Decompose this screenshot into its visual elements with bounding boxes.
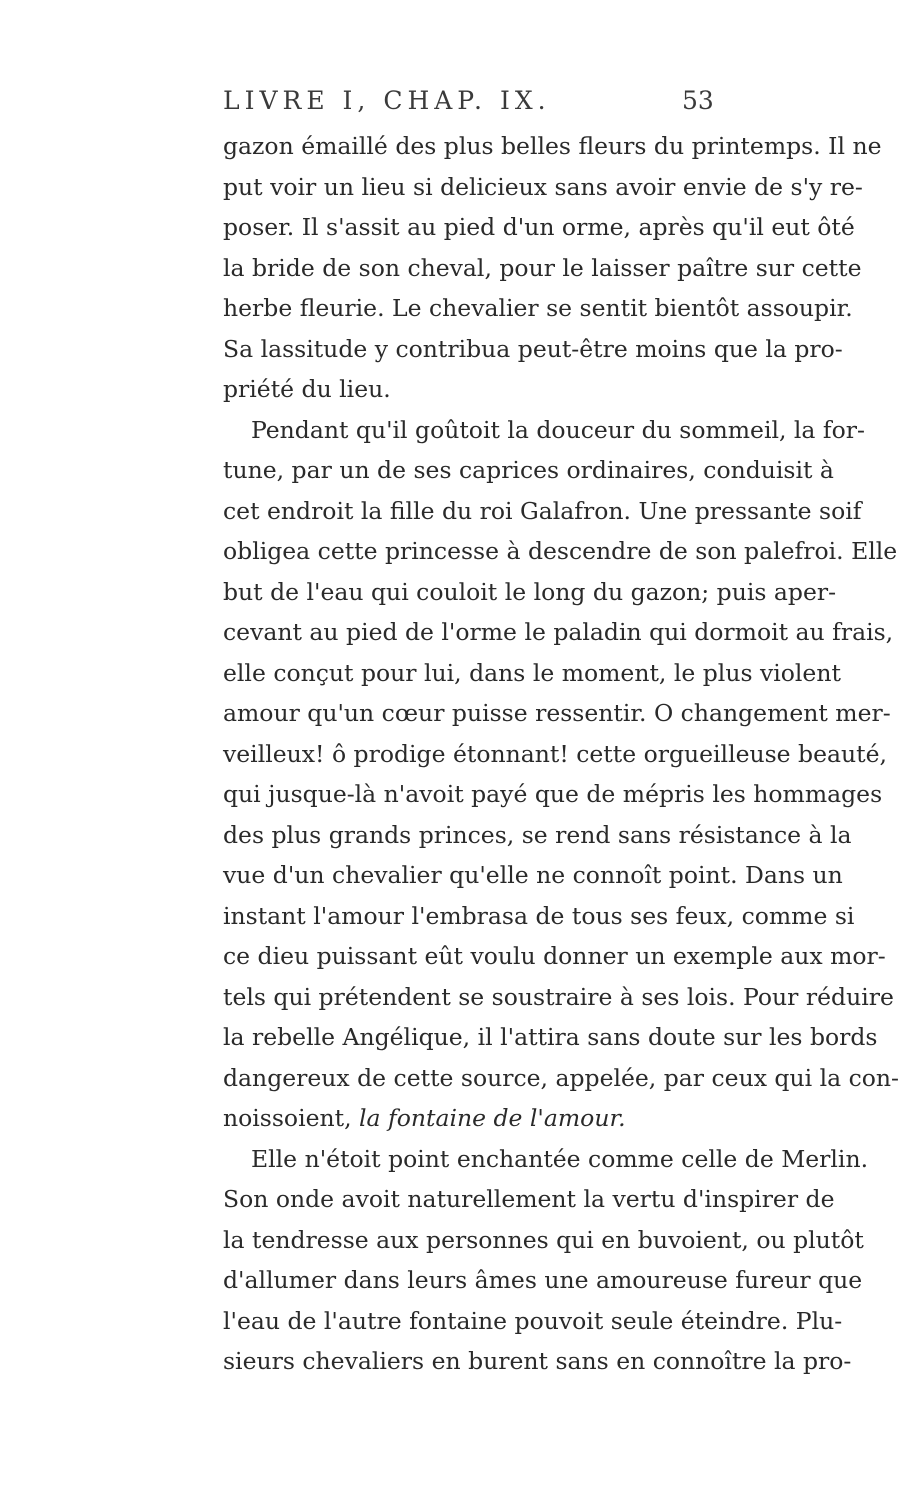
text-line: poser. Il s'assit au pied d'un orme, après qu'il eut ôté	[223, 213, 855, 241]
running-head	[0, 86, 800, 118]
paragraph-start: Elle n'étoit point enchantée comme celle de Merlin.	[251, 1144, 869, 1173]
text-line: l'eau de l'autre fontaine pouvoit seule éteindre. Plu-	[223, 1306, 843, 1335]
text-line: tels qui prétendent se soustraire à ses lois. Pour réduire	[223, 982, 894, 1011]
italic-title: la fontaine de l'amour.	[359, 1104, 626, 1132]
text-line: vue d'un chevalier qu'elle ne connoît point. Dans un	[223, 861, 843, 889]
text-line: la bride de son cheval, pour le laisser paître sur cette	[223, 253, 862, 282]
text-line: herbe fleurie. Le chevalier se sentit bientôt assoupir.	[223, 294, 853, 322]
text-line: veilleux! ô prodige étonnant! cette orgueilleuse beauté,	[223, 739, 887, 768]
text-line: sieurs chevaliers en burent sans en connoître la pro-	[223, 1347, 852, 1375]
text-line: dangereux de cette source, appelée, par ceux qui la con-	[223, 1063, 899, 1092]
paragraph-start: Pendant qu'il goûtoit la douceur du sommeil, la for-	[251, 415, 865, 444]
text-fragment: noissoient,	[223, 1104, 352, 1132]
running-title: LIVRE I, CHAP. IX.	[223, 86, 551, 115]
text-line: des plus grands princes, se rend sans résistance à la	[223, 820, 852, 849]
text-line: priété du lieu.	[223, 375, 391, 403]
text-line: Sa lassitude y contribua peut-être moins que la pro-	[223, 334, 843, 363]
text-line: ce dieu puissant eût voulu donner un exemple aux mor-	[223, 942, 886, 970]
text-line: la tendresse aux personnes qui en buvoient, ou plutôt	[223, 1225, 864, 1254]
text-line: but de l'eau qui couloit le long du gazon; puis aper-	[223, 577, 837, 606]
text-line: gazon émaillé des plus belles fleurs du printemps. Il ne	[223, 132, 882, 160]
text-line: put voir un lieu si delicieux sans avoir envie de s'y re-	[223, 172, 863, 201]
text-line	[223, 1098, 703, 1139]
text-line: amour qu'un cœur puisse ressentir. O changement mer-	[223, 699, 891, 727]
text-line: la rebelle Angélique, il l'attira sans doute sur les bords	[223, 1023, 878, 1051]
text-line: d'allumer dans leurs âmes une amoureuse fureur que	[223, 1266, 863, 1294]
text-line: Son onde avoit naturellement la vertu d'inspirer de	[223, 1185, 835, 1213]
text-line: tune, par un de ses caprices ordinaires, conduisit à	[223, 456, 834, 484]
body-text	[223, 126, 899, 1382]
text-line: obligea cette princesse à descendre de son palefroi. Elle	[223, 537, 898, 565]
text-line: qui jusque-là n'avoit payé que de mépris les hommages	[223, 780, 883, 808]
page-number: 53	[682, 86, 714, 115]
text-line: cet endroit la fille du roi Galafron. Une pressante soif	[223, 496, 862, 525]
text-line: elle conçut pour lui, dans le moment, le plus violent	[223, 658, 841, 687]
text-line: cevant au pied de l'orme le paladin qui dormoit au frais,	[223, 618, 894, 646]
text-line: instant l'amour l'embrasa de tous ses feux, comme si	[223, 901, 855, 930]
